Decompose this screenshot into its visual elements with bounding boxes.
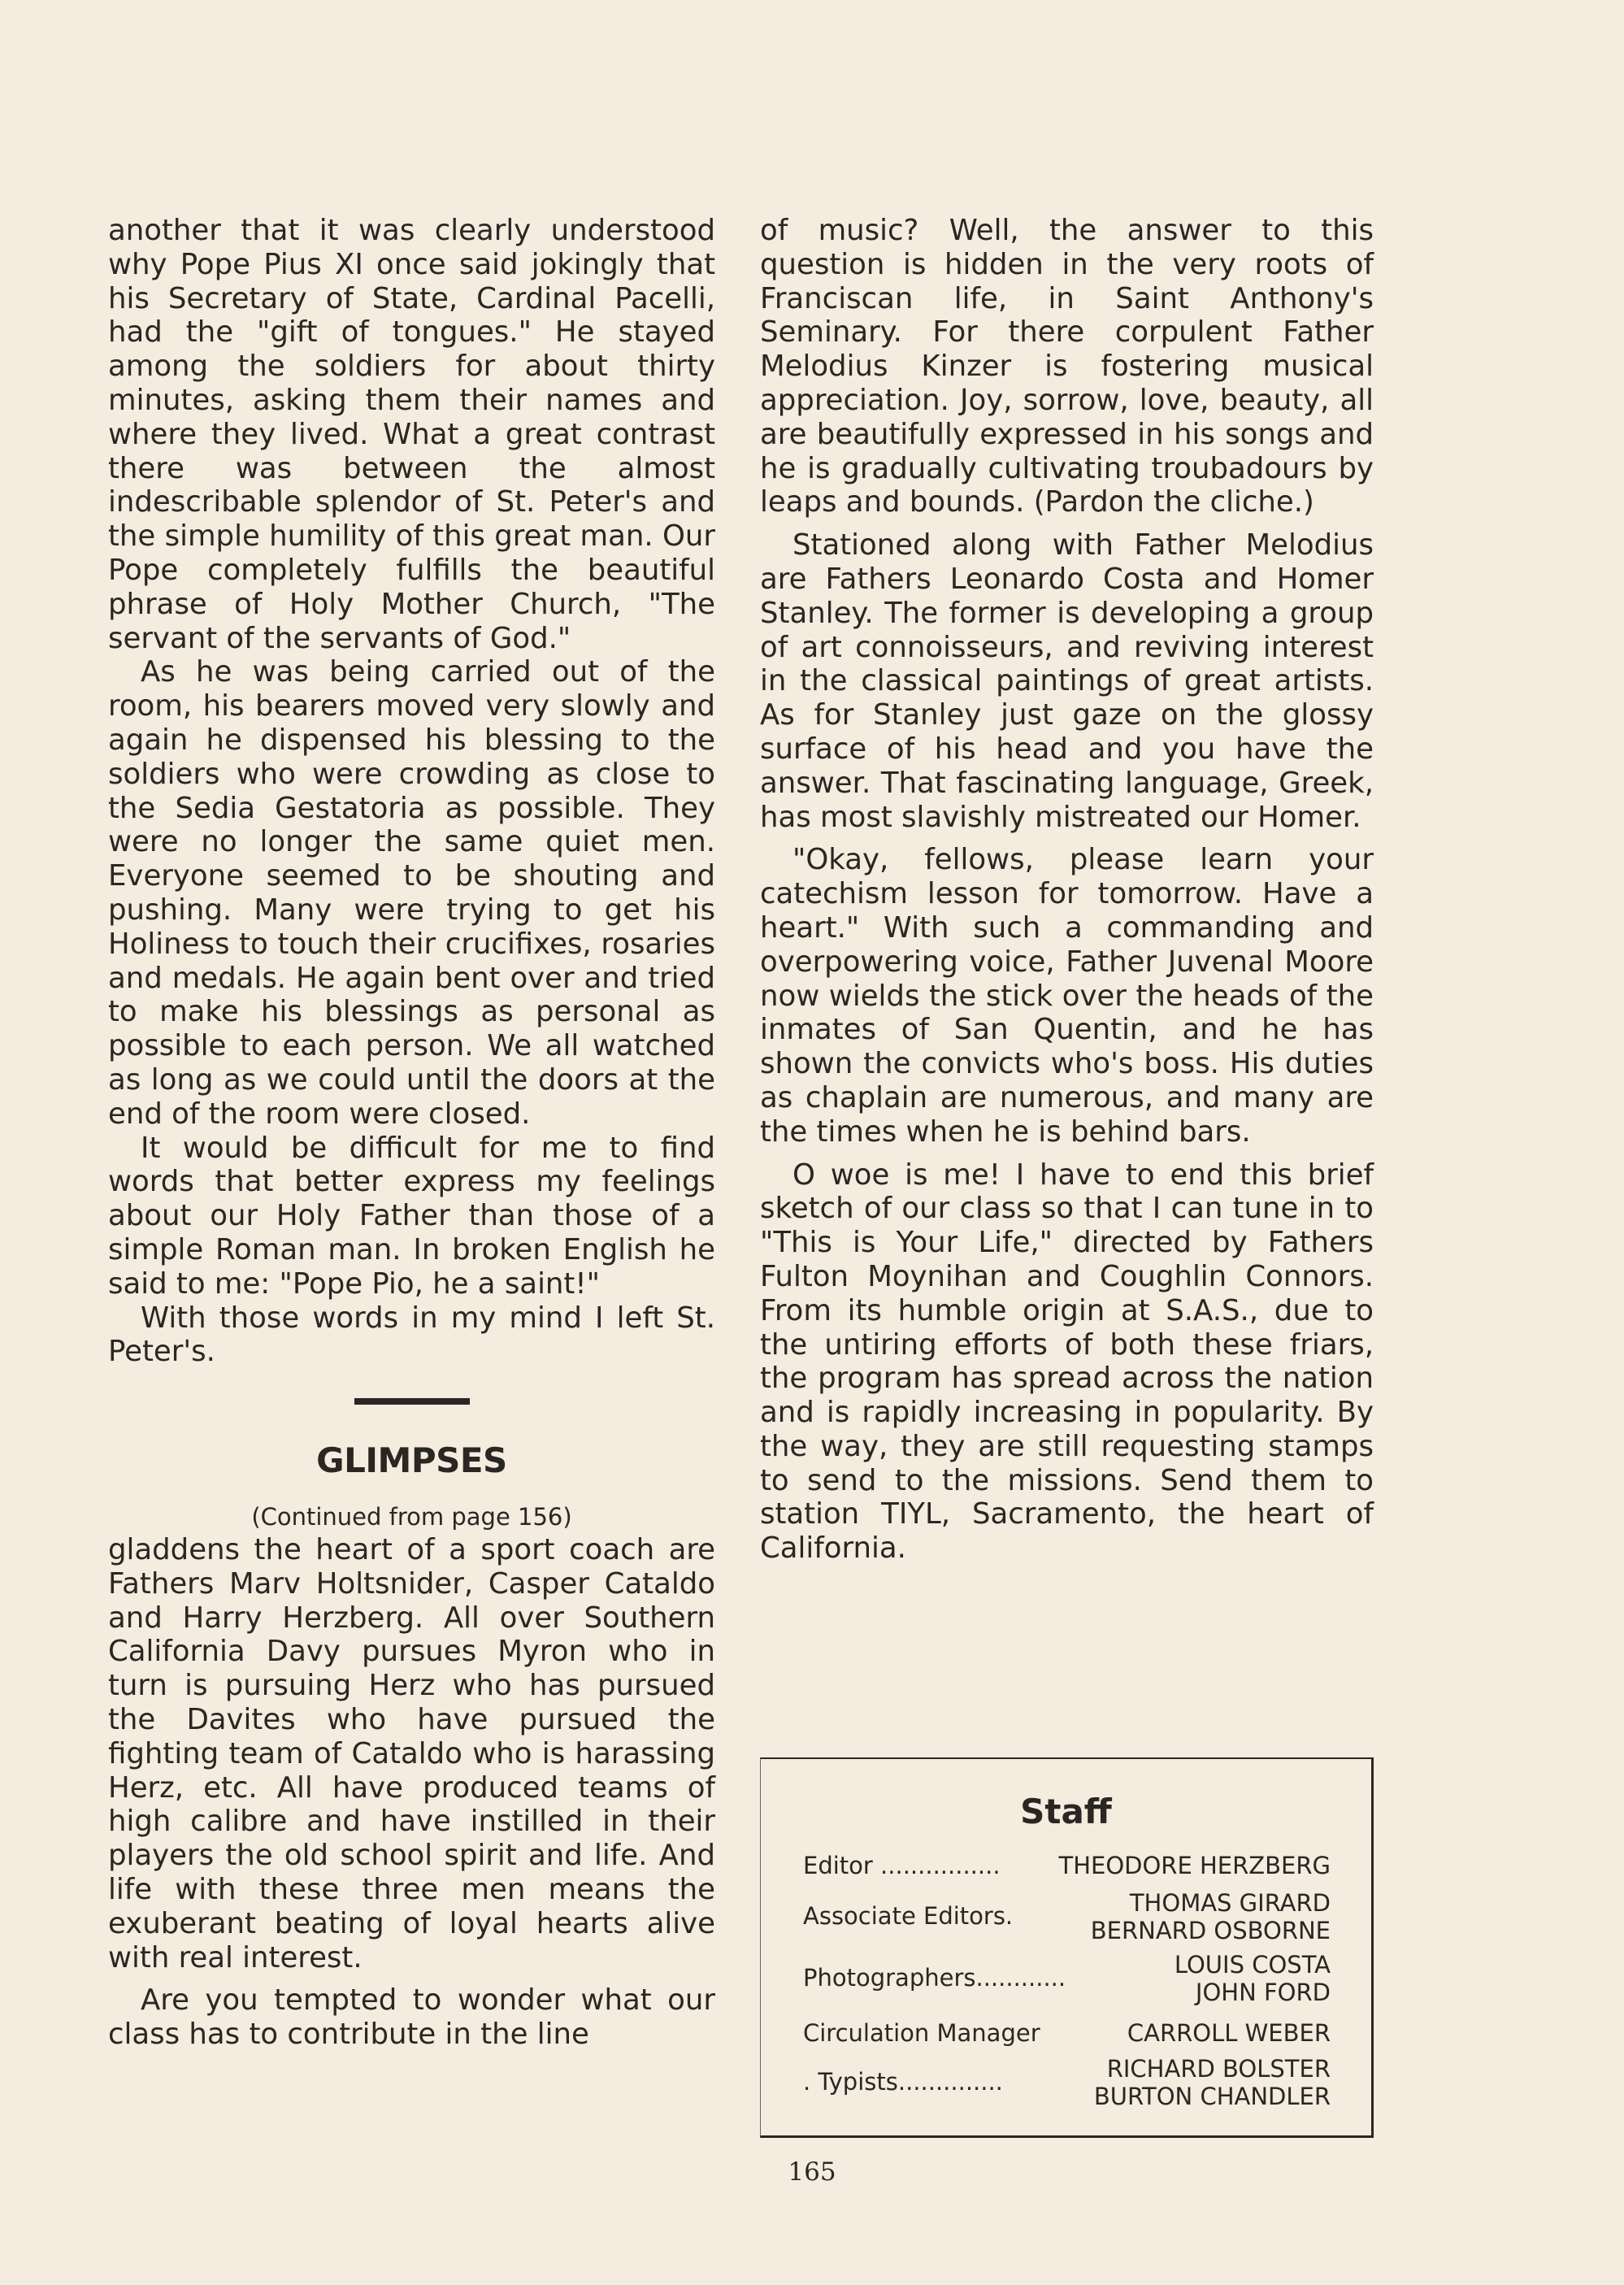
associate-label: Associate Editors. <box>803 1902 1014 1930</box>
section-title-glimpses: GLIMPSES <box>316 1440 507 1481</box>
associate-name-2: BERNARD OSBORNE <box>1090 1917 1331 1944</box>
photographer-name-2: JOHN FORD <box>1195 1979 1331 2006</box>
circulation-label: Circulation Manager <box>803 2019 1040 2047</box>
typist-name-2: BURTON CHANDLER <box>1093 2083 1331 2110</box>
page-number: 165 <box>788 2157 836 2187</box>
paragraph-glimpses-sport: gladdens the heart of a sport coach are Fathers Marv Holtsnider, Casper Cataldo and Harry Herzberg. All over Southern California Davy pursues Myron who in turn is pursuing Herz who has pursued the Davites who have pursued the fighting team of Cataldo who is harassing Herz, etc. All have produced teams of high calibre and have instilled in their players the old school spirit and life. And life with these three men means the exuberant beating of loyal hearts alive with real interest. <box>108 1533 715 1974</box>
staff-row-associate <box>803 1889 1331 1946</box>
typists-label: . Typists.............. <box>803 2068 1003 2096</box>
staff-row-circulation <box>803 2019 1331 2047</box>
paragraph-okay-fellows: "Okay, fellows, please learn your catechism lesson for tomorrow. Have a heart." With such a commanding and overpowering voice, Father Juvenal Moore now wields the stick over the heads of the inmates of San Quentin, and he has shown the convicts who's boss. His duties as chaplain are numerous, and many are the times when he is behind bars. <box>760 843 1374 1149</box>
staff-row-typists <box>803 2055 1331 2112</box>
paragraph-music: of music? Well, the answer to this question is hidden in the very roots of Franciscan life, in Saint Anthony's Seminary. For there corpulent Father Melodius Kinzer is fostering musical appreciation. Joy, sorrow, love, beauty, all are beautifully expressed in his songs and he is gradually cultivating troubadours by leaps and bounds. (Pardon the cliche.) <box>760 214 1374 519</box>
staff-box <box>760 1757 1374 2138</box>
paragraph-audience-continued: another that it was clearly understood why Pope Pius XI once said jokingly that his Secretary of State, Cardinal Pacelli, had the "gift of tongues." He stayed among the soldiers for about thirty minutes, asking them their names and where they lived. What a great contrast there was between the almost indescribable splendor of St. Peter's and the simple humility of this great man. Our Pope completely fulfills the beautiful phrase of Holy Mother Church, "The servant of the servants of God." <box>108 214 715 655</box>
paragraph-glimpses-music: Are you tempted to wonder what our class has to contribute in the line <box>108 1983 715 2052</box>
paragraph-woe-is-me: O woe is me! I have to end this brief sketch of our class so that I can tune in to "This is Your Life," directed by Fathers Fulton Moynihan and Coughlin Connors. From its humble origin at S.A.S., due to the untiring efforts of both these friars, the program has spread across the nation and is rapidly increasing in popularity. By the way, they are still requesting stamps to send to the missions. Send them to station TIYL, Sacramento, the heart of California. <box>760 1158 1374 1566</box>
associate-name-1: THOMAS GIRARD <box>1129 1889 1331 1917</box>
right-column <box>760 214 1374 1566</box>
section-divider <box>354 1398 470 1405</box>
associate-names <box>1091 1889 1331 1944</box>
editor-name: THEODORE HERZBERG <box>1058 1852 1331 1879</box>
editor-label: Editor ................ <box>803 1852 1001 1879</box>
photographers-names <box>1175 1951 1331 2006</box>
paragraph-stationed: Stationed along with Father Melodius are Fathers Leonardo Costa and Homer Stanley. The former is developing a group of art connoisseurs, and reviving interest in the classical paintings of great artists. As for Stanley just gaze on the glossy surface of his head and you have the answer. That fascinating language, Greek, has most slavishly mistreated our Homer. <box>760 528 1374 834</box>
left-column <box>108 214 715 2052</box>
typists-names <box>1094 2055 1331 2110</box>
paragraph-closing: With those words in my mind I left St. Peter's. <box>108 1301 715 1369</box>
circulation-name: CARROLL WEBER <box>1127 2019 1331 2047</box>
typist-name-1: RICHARD BOLSTER <box>1106 2055 1331 2083</box>
staff-row-photographers <box>803 1951 1331 2008</box>
staff-title: Staff <box>1020 1792 1112 1831</box>
photographers-label: Photographers............ <box>803 1964 1066 1992</box>
paragraph-holy-father: It would be difficult for me to find words that better express my feelings about our Holy Father than those of a simple Roman man. In broken English he said to me: "Pope Pio, he a saint!" <box>108 1131 715 1301</box>
staff-row-editor <box>803 1852 1331 1879</box>
paragraph-carried-out: As he was being carried out of the room, his bearers moved very slowly and again he dispensed his blessing to the soldiers who were crowding as close to the Sedia Gestatoria as possible. They were no longer the same quiet men. Everyone seemed to be shouting and pushing. Many were trying to get his Holiness to touch their crucifixes, rosaries and medals. He again bent over and tried to make his blessings as personal as possible to each person. We all watched as long as we could until the doors at the end of the room were closed. <box>108 655 715 1131</box>
photographer-name-1: LOUIS COSTA <box>1174 1951 1331 1979</box>
continued-note: (Continued from page 156) <box>251 1503 572 1531</box>
